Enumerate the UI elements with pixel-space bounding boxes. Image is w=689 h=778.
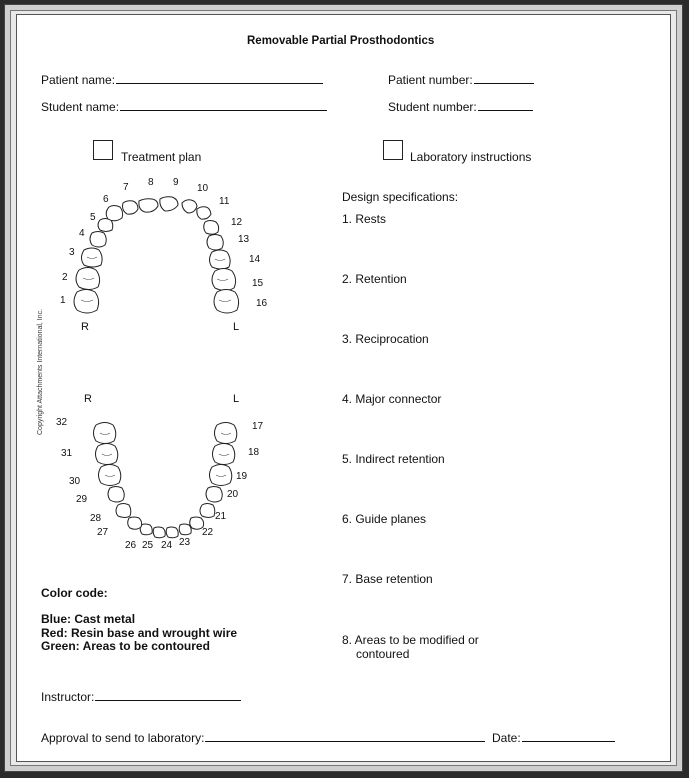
treatment-plan-checkbox[interactable] xyxy=(93,140,113,160)
tooth-number-26: 26 xyxy=(125,540,137,551)
tooth-number-30: 30 xyxy=(69,476,81,487)
lower-right-label: R xyxy=(84,393,92,405)
tooth-number-15: 15 xyxy=(252,278,264,289)
tooth-number-21: 21 xyxy=(215,511,227,522)
lab-instructions-label: Laboratory instructions xyxy=(410,150,532,164)
lab-instructions-checkbox[interactable] xyxy=(383,140,403,160)
tooth-number-3: 3 xyxy=(69,247,75,258)
tooth-number-8: 8 xyxy=(148,177,154,188)
design-item-base-retention: 7. Base retention xyxy=(342,572,433,586)
patient-name-label: Patient name: xyxy=(41,73,116,87)
lower-left-label: L xyxy=(233,393,240,405)
tooth-number-19: 19 xyxy=(236,471,248,482)
color-code-blue: Blue: Cast metal xyxy=(41,612,136,626)
tooth-number-4: 4 xyxy=(79,228,85,239)
tooth-number-10: 10 xyxy=(197,183,209,194)
treatment-plan-label: Treatment plan xyxy=(121,150,202,164)
design-item-areas-modified: 8. Areas to be modified or xyxy=(342,633,479,647)
tooth-number-1: 1 xyxy=(60,295,66,306)
tooth-number-18: 18 xyxy=(248,447,260,458)
tooth-number-24: 24 xyxy=(161,540,173,551)
student-name-field[interactable] xyxy=(41,99,327,114)
tooth-number-22: 22 xyxy=(202,527,214,538)
student-name-line[interactable] xyxy=(120,99,327,111)
design-item-areas-modified-line2: contoured xyxy=(356,647,410,661)
date-label: Date: xyxy=(492,731,521,745)
date-line[interactable] xyxy=(522,730,615,742)
color-code-red: Red: Resin base and wrought wire xyxy=(41,626,238,640)
tooth-number-13: 13 xyxy=(238,234,250,245)
tooth-number-9: 9 xyxy=(173,177,179,188)
patient-name-line[interactable] xyxy=(116,72,323,84)
tooth-number-23: 23 xyxy=(179,537,191,548)
student-name-label: Student name: xyxy=(41,100,120,114)
design-item-guide-planes: 6. Guide planes xyxy=(342,512,427,526)
design-item-indirect-retention: 5. Indirect retention xyxy=(342,452,445,466)
instructor-label: Instructor: xyxy=(41,690,95,704)
patient-number-line[interactable] xyxy=(474,72,534,84)
tooth-number-14: 14 xyxy=(249,254,261,265)
student-number-line[interactable] xyxy=(478,99,533,111)
form-title: Removable Partial Prosthodontics xyxy=(247,35,435,47)
form-sheet xyxy=(16,14,671,762)
tooth-number-29: 29 xyxy=(76,494,88,505)
tooth-number-31: 31 xyxy=(61,448,73,459)
approval-field[interactable] xyxy=(41,730,485,745)
tooth-number-11: 11 xyxy=(219,196,230,207)
upper-left-label: L xyxy=(233,321,240,333)
tooth-number-5: 5 xyxy=(90,212,96,223)
tooth-number-25: 25 xyxy=(142,540,154,551)
upper-right-label: R xyxy=(81,321,89,333)
design-item-retention: 2. Retention xyxy=(342,272,407,286)
instructor-line[interactable] xyxy=(95,689,241,701)
tooth-number-17: 17 xyxy=(252,421,264,432)
instructor-field[interactable] xyxy=(41,689,241,704)
color-code-heading: Color code: xyxy=(41,586,108,600)
tooth-number-16: 16 xyxy=(256,298,268,309)
design-item-rests: 1. Rests xyxy=(342,212,387,226)
tooth-number-2: 2 xyxy=(62,272,68,283)
patient-number-field[interactable] xyxy=(388,72,534,87)
student-number-field[interactable] xyxy=(388,99,533,114)
tooth-number-7: 7 xyxy=(123,182,129,193)
tooth-number-20: 20 xyxy=(227,489,239,500)
design-item-reciprocation: 3. Reciprocation xyxy=(342,332,429,346)
design-heading: Design specifications: xyxy=(342,190,459,204)
patient-number-label: Patient number: xyxy=(388,73,473,87)
design-item-major-connector: 4. Major connector xyxy=(342,392,442,406)
approval-label: Approval to send to laboratory: xyxy=(41,731,205,745)
tooth-number-27: 27 xyxy=(97,527,109,538)
copyright-note: Copyright Attachments International, Inc. xyxy=(37,308,44,435)
tooth-number-28: 28 xyxy=(90,513,102,524)
patient-name-field[interactable] xyxy=(41,72,323,87)
approval-line[interactable] xyxy=(205,730,485,742)
date-field[interactable] xyxy=(492,730,615,745)
tooth-numbers xyxy=(37,170,297,550)
tooth-number-32: 32 xyxy=(56,417,68,428)
tooth-number-12: 12 xyxy=(231,217,243,228)
student-number-label: Student number: xyxy=(388,100,477,114)
color-code-green: Green: Areas to be contoured xyxy=(41,639,210,653)
tooth-number-6: 6 xyxy=(103,194,109,205)
